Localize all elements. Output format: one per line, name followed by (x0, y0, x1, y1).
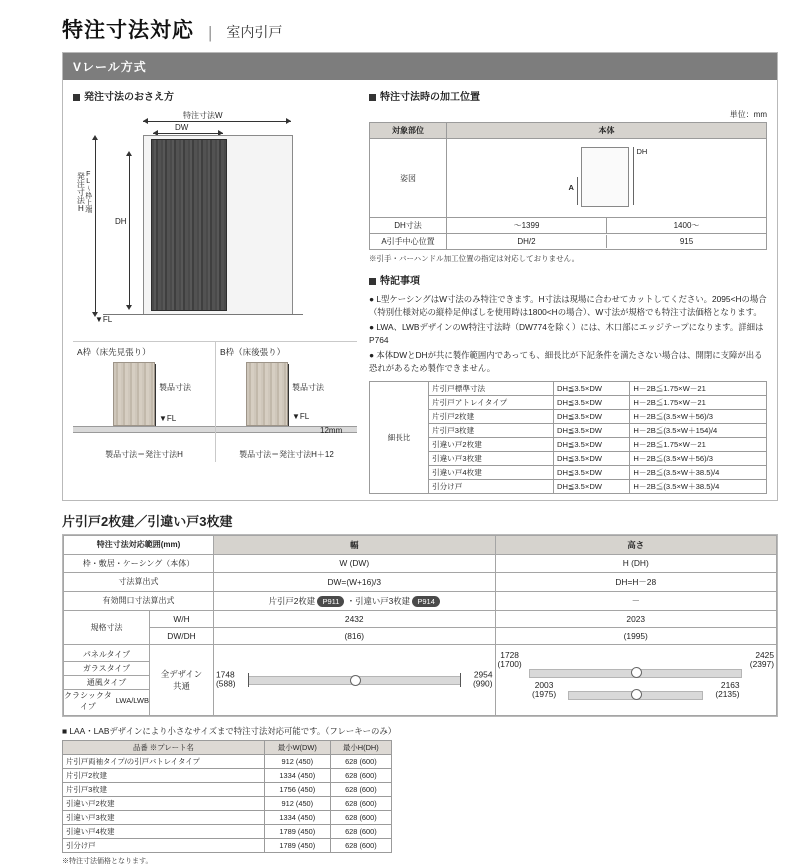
bottom-footnote: ※特注寸法価格となります。 (62, 857, 153, 865)
th-width: 幅 (214, 535, 496, 554)
ratio-v2-8: H－2B≦(3.5×W＋38.5)/4 (630, 479, 767, 493)
width-bar-end-right (460, 673, 461, 687)
ratio-v2-4: H－2B≦(3.5×W＋154)/4 (630, 423, 767, 437)
b-r5-c0: 引違い戸4枚建 (63, 824, 265, 838)
panel-a-title: A枠（床先見張り） (77, 347, 151, 357)
ratio-v1-1: DH≦3.5×DW (554, 381, 630, 395)
panel-b-title: B枠（床後張り） (220, 347, 286, 357)
dim-arrow-w-right (286, 118, 291, 124)
ratio-k-5: 引違い戸2枚建 (429, 437, 554, 451)
dim-label-w: 特注寸法W (183, 111, 223, 120)
ratio-label: 細長比 (370, 381, 429, 493)
ratio-v2-7: H－2B≦(3.5×W＋38.5)/4 (630, 465, 767, 479)
dim-arrow-w-left (143, 118, 148, 124)
unit-label: 単位：mm (729, 110, 767, 119)
row-effective-w (214, 591, 496, 610)
b-r0-c1: 912 (450) (264, 754, 330, 768)
panel-a-note: 製品寸法＝発注寸法H (105, 450, 183, 459)
all-design-cell: 全デザイン 共通 (150, 644, 214, 715)
dim-label-dh: DH (115, 217, 127, 226)
table-row (63, 768, 392, 782)
height-min-top-sub: (1700) (497, 659, 522, 670)
row-label-standard: 規格寸法 (64, 610, 150, 644)
td-figure (447, 139, 767, 218)
ratio-k-1: 片引戸標準寸法 (429, 381, 554, 395)
b-r6-c2: 628 (600) (330, 838, 391, 852)
panel-frame-a (73, 342, 215, 462)
panel-a-fl-label: ▼FL (159, 414, 177, 423)
td-a-label: A引手中心位置 (370, 234, 447, 250)
row-formula-h: DH=H－28 (495, 572, 777, 591)
table-footnote: ※引手・バーハンドル加工位置の指定は対応しておりません。 (369, 254, 580, 263)
ratio-v1-2: DH≦3.5×DW (554, 395, 630, 409)
right-column (363, 80, 777, 500)
row-standard-sub-dwdh: DW/DH (150, 627, 214, 644)
ratio-v1-5: DH≦3.5×DW (554, 437, 630, 451)
dim-arrow-h-up (92, 135, 98, 140)
title-subtitle: 室内引戸 (226, 24, 283, 40)
td-dh-label: DH寸法 (370, 218, 447, 234)
bth-1: 最小W(DW) (264, 740, 330, 754)
height-max-top-sub: (2397) (749, 659, 774, 670)
section2-table-wrap (62, 534, 778, 717)
dim-label-dw: DW (175, 123, 189, 132)
width-range-cell (214, 644, 496, 715)
width-bar-dot (350, 675, 361, 686)
b-r6-c0: 引分け戸 (63, 838, 265, 852)
dim-line-h-outer (95, 139, 96, 314)
b-r1-c0: 片引戸2枚建 (63, 768, 265, 782)
type-list-cell (64, 644, 150, 715)
section-v-rail (62, 52, 778, 501)
b-r3-c0: 引違い戸2枚建 (63, 796, 265, 810)
dim-arrow-dh-up (126, 151, 132, 156)
panel-b-note: 製品寸法＝発注寸法H＋12 (239, 450, 334, 459)
panel-b-dim-line (288, 364, 289, 426)
dim-line-dw (153, 133, 223, 134)
th-height: 高さ (495, 535, 777, 554)
eff-tag-2[interactable]: P914 (412, 596, 440, 607)
fl-label: ▼FL (95, 315, 113, 324)
height-max-bot (715, 681, 739, 700)
bullet-square-icon-3 (369, 278, 376, 285)
section2-title: 片引戸2枚建／引違い戸3枚建 (62, 513, 233, 529)
type-vent: 通風タイプ (64, 676, 149, 690)
b-r4-c1: 1334 (450) (264, 810, 330, 824)
panel-a-wood (113, 362, 155, 426)
panel-a-dim-line (155, 364, 156, 426)
b-r2-c1: 1756 (450) (264, 782, 330, 796)
notes-heading-text: 特記事項 (380, 276, 420, 287)
note-item-3: ● 本体DWとDHが共に製作範囲内であっても、細長比が下記条件を満たさない場合は、開閉に支障が出る恐れがあるため製作できません。 (369, 350, 763, 374)
height-min-top-value: 1728 (500, 649, 519, 660)
ratio-v1-6: DH≦3.5×DW (554, 451, 630, 465)
processing-position-table (369, 122, 767, 250)
row-standard-dh: (1995) (495, 627, 777, 644)
row-standard-h: 2023 (495, 610, 777, 627)
note-text-2: LWA、LWBデザインのW特注寸法時（DW774を除く）には、木口部にエッジテープになります。詳細は P764 (369, 322, 764, 345)
b-r1-c2: 628 (600) (330, 768, 391, 782)
ratio-k-2: 片引戸アトレイタイプ (429, 395, 554, 409)
height-max-top-value: 2425 (755, 649, 774, 660)
figure-door (581, 147, 629, 207)
type-glass: ガラスタイプ (64, 662, 149, 676)
b-r1-c1: 1334 (450) (264, 768, 330, 782)
bottom-note-text: LAA・LABデザインにより小さなサイズまで特注寸法対応可能です。（フレーキーのみ） (69, 725, 397, 736)
table-row (63, 824, 392, 838)
left-column (63, 80, 363, 500)
panel-b-prod-label: 製品寸法 (292, 383, 324, 392)
eff-tag-1[interactable]: P911 (317, 596, 344, 607)
dim-label-h: 発注寸法HFL～枠上端 (76, 171, 92, 213)
ratio-v2-5: H－2B≦1.75×W－21 (630, 437, 767, 451)
figure-dh-line (633, 147, 634, 205)
td-a-v2: 915 (679, 237, 694, 246)
title-main: 特注寸法対応 (62, 19, 194, 42)
row-effective-h: － (495, 591, 777, 610)
td-a-v1: DH/2 (447, 235, 607, 248)
row-label-effective: 有効開口寸法算出式 (64, 591, 214, 610)
height-range-cell (495, 644, 777, 715)
b-r6-c1: 1789 (450) (264, 838, 330, 852)
bth-0: 品番 ※プレート名 (63, 740, 265, 754)
width-max-value: 2954 (473, 669, 493, 679)
ratio-v1-7: DH≦3.5×DW (554, 465, 630, 479)
height-min-bot-value: 2003 (534, 679, 554, 690)
width-bar-end-left (248, 673, 249, 687)
b-r4-c2: 628 (600) (330, 810, 391, 824)
b-r5-c2: 628 (600) (330, 824, 391, 838)
row-standard-sub-wh: W/H (150, 610, 214, 627)
table-row (63, 754, 392, 768)
height-min-bot (532, 681, 556, 700)
height-min-bot-sub: (1975) (531, 689, 557, 700)
ratio-v2-2: H－2B≦1.75×W－21 (630, 395, 767, 409)
width-min (216, 670, 236, 689)
row-label-frame: 枠・敷居・ケーシング（本体） (64, 554, 214, 572)
width-max-sub: (990) (472, 678, 493, 689)
size-range-table (63, 535, 777, 716)
b-r5-c1: 1789 (450) (264, 824, 330, 838)
panel-a-prod-label: 製品寸法 (159, 383, 191, 392)
td-figure-label: 姿図 (370, 139, 447, 218)
panel-b-wood (246, 362, 288, 426)
b-r2-c0: 片引戸3枚建 (63, 782, 265, 796)
min-size-table (62, 740, 392, 853)
right-heading (369, 88, 767, 103)
notes-heading (369, 272, 767, 287)
eff-text-1: 片引戸2枚建 (268, 595, 316, 606)
row-formula-w: DW=(W+16)/3 (214, 572, 496, 591)
row-frame-w: W (DW) (214, 554, 496, 572)
row-standard-w: 2432 (214, 610, 496, 627)
dim-line-dh (129, 155, 130, 307)
panel-frame-b (215, 342, 357, 462)
th-corner: 特注寸法対応範囲(mm) (64, 535, 214, 554)
row-standard-dw: (816) (214, 627, 496, 644)
b-r4-c0: 引違い戸3枚建 (63, 810, 265, 824)
ratio-k-6: 引違い戸3枚建 (429, 451, 554, 465)
table-row (63, 838, 392, 852)
bottom-note: ■ LAA・LABデザインにより小さなサイズまで特注寸法対応可能です。（フレーキーのみ） (62, 725, 397, 736)
row-frame-h: H (DH) (495, 554, 777, 572)
floor-line (103, 314, 303, 315)
table-row (63, 782, 392, 796)
ratio-k-8: 引分け戸 (429, 479, 554, 493)
b-r3-c1: 912 (450) (264, 796, 330, 810)
b-r3-c2: 628 (600) (330, 796, 391, 810)
ratio-v1-8: DH≦3.5×DW (554, 479, 630, 493)
note-item-2: ● LWA、LWBデザインのW特注寸法時（DW774を除く）には、木口部にエッジテープになります。詳細は P764 (369, 322, 764, 345)
panel-a-floor (73, 426, 215, 433)
td-dh-v1: ～1399 (447, 218, 607, 233)
slenderness-ratio-table (369, 381, 767, 494)
row-label-formula: 寸法算出式 (64, 572, 214, 591)
figure-dh-label: DH (636, 147, 648, 156)
ratio-v1-3: DH≦3.5×DW (554, 409, 630, 423)
ratio-k-3: 片引戸2枚建 (429, 409, 554, 423)
td-dh-v2: 1400～ (673, 221, 700, 230)
height-max-bot-sub: (2135) (715, 689, 740, 700)
b-r2-c2: 628 (600) (330, 782, 391, 796)
page-title (0, 0, 800, 52)
figure-a-label: A (568, 183, 574, 192)
height-max-bot-value: 2163 (720, 679, 740, 690)
right-heading-text: 特注寸法時の加工位置 (380, 92, 480, 103)
type-classic-note: LWA/LWB (115, 696, 149, 706)
height-max-top (750, 651, 774, 670)
note-item-1: ● L型ケーシングはW寸法のみ特注できます。H寸法は現場に合わせてカットしてください。2095<Hの場合（特別仕様対応の縦枠足伸ばしを使用時は1800<Hの場合）、W寸法が規格でも特注寸法価格となります。 (369, 294, 767, 317)
note-text-1: L型ケーシングはW寸法のみ特注できます。H寸法は現場に合わせてカットしてください。2095<Hの場合（特別仕様対応の縦枠足伸ばしを使用時は1800<Hの場合）、W寸法が規格でも特注寸法価格となります。 (369, 294, 767, 317)
eff-text-2: ・引違い戸3枚建 (346, 595, 411, 606)
ratio-v1-4: DH≦3.5×DW (554, 423, 630, 437)
table-row (63, 796, 392, 810)
ratio-k-7: 引違い戸4枚建 (429, 465, 554, 479)
frame-type-panels (73, 341, 357, 462)
width-min-value: 1748 (216, 669, 235, 679)
ratio-v2-6: H－2B≦(3.5×W＋56)/3 (630, 451, 767, 465)
table-row (63, 810, 392, 824)
title-separator: | (208, 23, 213, 42)
ratio-k-4: 片引戸3枚建 (429, 423, 554, 437)
b-r0-c2: 628 (600) (330, 754, 391, 768)
th-target-part: 対象部位 (370, 123, 447, 139)
left-heading (73, 88, 357, 103)
ratio-v2-1: H－2B≦1.75×W－21 (630, 381, 767, 395)
type-classic: クラシックタイプ (64, 690, 112, 711)
door-panel (151, 139, 227, 311)
height-min-top (498, 651, 522, 670)
th-body: 本体 (447, 123, 767, 139)
section-bar-label: Vレール方式 (63, 53, 777, 80)
width-min-sub: (588) (216, 678, 236, 689)
b-r0-c0: 片引戸両袖タイプ/の引戸バトレイタイプ (63, 754, 265, 768)
dim-line-w (143, 121, 291, 122)
width-max (473, 670, 493, 689)
ratio-v2-3: H－2B≦(3.5×W＋56)/3 (630, 409, 767, 423)
type-panel: パネルタイプ (64, 648, 149, 662)
door-diagram (73, 109, 357, 339)
bullet-square-icon (73, 94, 80, 101)
dim-arrow-dh-down (126, 305, 132, 310)
panel-b-fl-label: ▼FL (292, 412, 310, 421)
notes-list (369, 293, 767, 375)
bullet-square-icon-2 (369, 94, 376, 101)
left-heading-text: 発注寸法のおさえ方 (84, 92, 174, 103)
bth-2: 最小H(DH) (330, 740, 391, 754)
figure-a-line (577, 177, 578, 205)
panel-b-gap-label: 12mm (320, 426, 343, 435)
note-text-3: 本体DWとDHが共に製作範囲内であっても、細長比が下記条件を満たさない場合は、開閉に支障が出る恐れがあるため製作できません。 (369, 350, 763, 374)
